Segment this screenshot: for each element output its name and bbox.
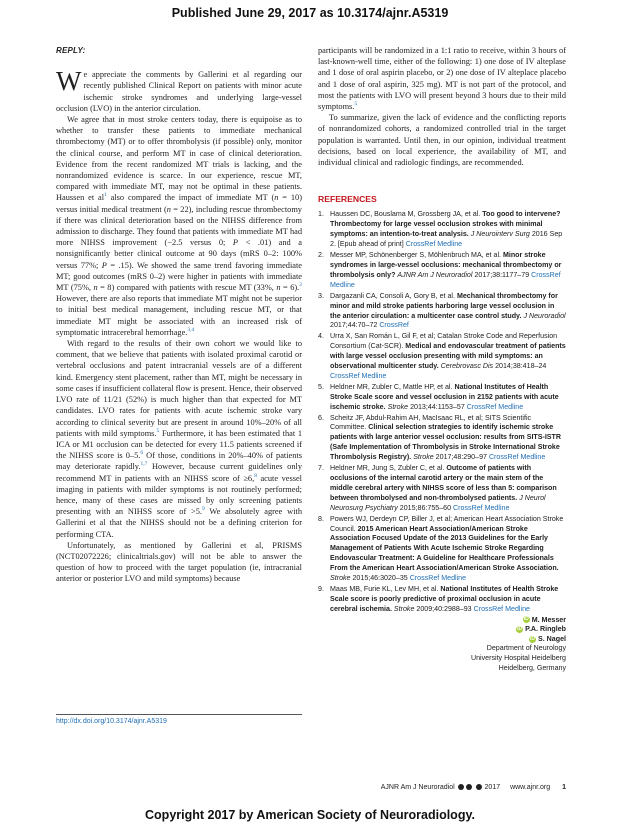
bullet-icon [476, 784, 482, 790]
crossref-link[interactable]: CrossRef Medline [405, 240, 463, 249]
left-column [56, 45, 302, 585]
reference-item: 5. Heldner MR, Zubler C, Mattle HP, et al. National Institutes of Health Stroke Scale score and vessel occlusion in 2152 patients with acute ischemic stroke. Stroke 2013;44:1153–57 CrossRef Medline [318, 382, 559, 411]
reference-item: 8. Powers WJ, Derdeyn CP, Biller J, et al; American Heart Association Stroke Council. 2015 American Heart Association/American Stroke Association Focused Update of the 2013 Guidelines for the Early Management of Patients With Acute Ischemic Stroke Regarding Endovascular Treatment: A Guideline for Healthcare Professionals From the American Heart Association/American Stroke Association. Stroke 2015;46:3020–35 CrossRef Medline [318, 514, 564, 583]
reference-list [318, 210, 566, 614]
bullet-icon [466, 784, 472, 790]
author-name: iD M. Messer [523, 615, 566, 624]
author-block [318, 616, 566, 674]
orcid-icon[interactable]: iD [523, 616, 529, 623]
reply-label: REPLY: [56, 46, 86, 55]
footnote-rule [56, 714, 302, 715]
reference-item: 6. Scheitz JF, Abdul-Rahim AH, MacIsaac RL, et al; SITS Scientific Committee. Clinical selection strategies to identify ischemic stroke patients with large anterior vessel occlusion: results from SITS-ISTR (Safe Implementation of Thrombolysis in Stroke International Stroke Thrombolysis Registry). Stroke 2017;48:290–97 CrossRef Medline [318, 413, 561, 462]
crossref-link[interactable]: CrossRef Medline [453, 503, 510, 512]
paragraph-4: Unfortunately, as mentioned by Gallerini et al, PRISMS (NCT02072226; clinicaltrials.gov) will not be able to answer the question of how to proceed with the target population (ie, intracranial anterior or posterior LVO and mild symptoms) because [56, 540, 302, 584]
reference-item: 9. Maas MB, Furie KL, Lev MH, et al. National Institutes of Health Stroke Scale score is poorly predictive of proximal occlusion in acute cerebral ischemia. Stroke 2009;40:2988–93 CrossRef Medline [318, 584, 559, 613]
journal-name: AJNR Am J Neuroradiol [380, 784, 455, 791]
orcid-icon[interactable]: iD [517, 625, 523, 632]
crossref-link[interactable]: CrossRef Medline [409, 574, 467, 583]
references-heading: REFERENCES [318, 194, 377, 205]
right-column [318, 45, 566, 673]
crossref-link[interactable]: CrossRef Medline [473, 604, 530, 613]
affiliation-line: University Hospital Heidelberg [470, 654, 566, 663]
doi-link[interactable]: http://dx.doi.org/10.3174/ajnr.A5319 [56, 718, 167, 725]
published-banner: Published June 29, 2017 as 10.3174/ajnr.A5319 [171, 6, 449, 20]
journal-footer [381, 784, 566, 791]
page-number: 1 [562, 784, 566, 791]
paragraph-6: To summarize, given the lack of evidence and the conflicting reports of nonrandomized cohorts, a randomized controlled trial in the target population is warranted. Until then, in our opinion, individual treatment decisions, based on local experience, the availability of MT, and individual clinical and radiologic findings, are recommended. [318, 113, 566, 168]
affiliation-line: Department of Neurology [486, 644, 566, 653]
author-name: iD S. Nagel [530, 634, 566, 643]
paragraph-1: We appreciate the comments by Gallerini et al regarding our recently published Clinical Report on patients with minor acute ischemic stroke syndromes and underlying large-vessel occlusion (LVO) in the anterior circulation. [56, 66, 302, 113]
affiliation-line: Heidelberg, Germany [498, 663, 566, 672]
reference-item: 4. Urra X, San Román L, Gil F, et al; Catalan Stroke Code and Reperfusion Consortium (Cat-SCR). Medical and endovascular treatment of patients with large vessel occlusion presenting with mild symptoms: an observational multicenter study. Cerebrovasc Dis 2014;38:418–24 CrossRef Medline [318, 332, 566, 380]
crossref-link[interactable]: CrossRef Medline [488, 453, 546, 462]
crossref-link[interactable]: CrossRef Medline [466, 402, 524, 411]
reference-item: 1. Haussen DC, Bouslama M, Grossberg JA, et al. Too good to intervene? Thrombectomy for large vessel occlusion strokes with minimal symptoms: an intention-to-treat analysis. J Neurointerv Surg 2016 Sep 2. [Epub ahead of print] CrossRef Medline [318, 210, 563, 249]
author-name: iD P.A. Ringleb [517, 625, 566, 634]
paragraph-3: With regard to the results of their own cohort we would like to comment, that we believe that patients with isolated proximal carotid or vertebral occlusions and patent intracranial vessels are of a different kind. Emergency stent placement, rather than MT, might be necessary in some cases if insufficient collateral flow is present. Hence, their observed LVO rate of 11/21 (52%) is much higher than that expected for MT candidates. LVO rates for patients with acute ischemic stroke vary according to clinical severity but are present in around 10%–20% of all patients with mild symptoms.$^5$ Furthermore, it has been estimated that 1 ICA or M1 occlusion can be detected for every 11.5 patients screened if the NIHSS score is 0–5.$^6$ Of those, conditions in 20%–40% of patients may deteriorate rapidly.$^{1,7}$ However, because current guidelines only recommend MT in patients with an NIHSS score of ≥6,$^8$ acute vessel imaging in patients with milder symptoms is not routinely performed; hence, many of these cases are missed by only screening patients presenting with an NIHSS score of >5.$^9$ We absolutely agree with Gallerini et al that the NIHSS should not be a defining criterion for performing CTA. [56, 339, 303, 539]
bullet-icon [458, 784, 464, 790]
crossref-link[interactable]: CrossRef [379, 321, 409, 330]
copyright-banner: Copyright 2017 by American Society of Neuroradiology. [145, 808, 475, 822]
paragraph-2: We agree that in most stroke centers today, there is equipoise as to whether to transfer these patients to immediate mechanical thrombectomy (MT) or to offer thrombolysis (if possible) only, monitor the clinical course, and perform MT in case of clinical deterioration. Evidence from the recent randomized MT trials is lacking, and the nonrandomized evidence is scarce. In our experience, rescue MT, compared with immediate MT, may not be optimal in these patients. Haussen et $al^1$ also compared the impact of immediate MT (n = 10) versus initial medical treatment (n = 22), including rescue thrombectomy if there was clinical deterioration based on the NIHSS difference from admission to discharge. They found that patients with immediate MT had more NIHSS improvement (−2.5 versus 0; P < .01) and a nonsignificantly better clinical outcome at 90 days (mRS 0–2: 100% versus 77%; P = .15). We showed the same trend favoring immediate MT; good outcomes (mRS 0–2) were higher in patients with immediate MT (75%, n = 8) compared with patients with rescue MT (33%, n = 6).$^2$ However, there are also reports that immediate MT might not be superior to initial best medical management, including rescue MT, or that immediate MT might be associated with an increased risk of symptomatic intracerebral hemorrhage.$^{3,4}$ [56, 115, 302, 337]
crossref-link[interactable]: CrossRef Medline [330, 371, 387, 380]
reference-item: 3. Dargazanli CA, Consoli A, Gory B, et al. Mechanical thrombectomy for minor and mild stroke patients harboring large vessel occlusion in the anterior circulation: a multicenter case control study. J Neuroradiol 2017;44:70–72 CrossRef [318, 291, 566, 330]
journal-website[interactable]: www.ajnr.org [510, 784, 551, 791]
reference-item: 2. Messer MP, Schönenberger S, Möhlenbruch MA, et al. Minor stroke syndromes in large-vessel occlusions: mechanical thrombectomy or thrombolysis only? AJNR Am J Neuroradiol 2017;38:1177–79 CrossRef Medline [318, 251, 562, 289]
orcid-icon[interactable]: iD [530, 635, 535, 642]
crossref-link[interactable]: CrossRef Medline [330, 270, 561, 289]
journal-year: 2017 [484, 784, 501, 791]
paragraph-5: participants will be randomized in a 1:1 ratio to receive, within 3 hours of last-known-well time, either of the following: 1) one dose of IV alteplase and 1 dose of oral aspirin placebo, or 2) one dose of IV alteplace placebo and 1 dose of oral aspirin, 325 mg). MT is not part of the protocol, and most the patients with LVO will present beyond 3 hours due to their mild symptoms.$^5$ [318, 46, 566, 112]
reference-item: 7. Heldner MR, Jung S, Zubler C, et al. Outcome of patients with occlusions of the internal carotid artery or the main stem of the middle cerebral artery with NIHSS score of less than 5: comparison between thrombolysed and non-thrombolysed patients. J Neurol Neurosurg Psychiatry 2015;86:755–60 CrossRef Medline [318, 464, 557, 512]
